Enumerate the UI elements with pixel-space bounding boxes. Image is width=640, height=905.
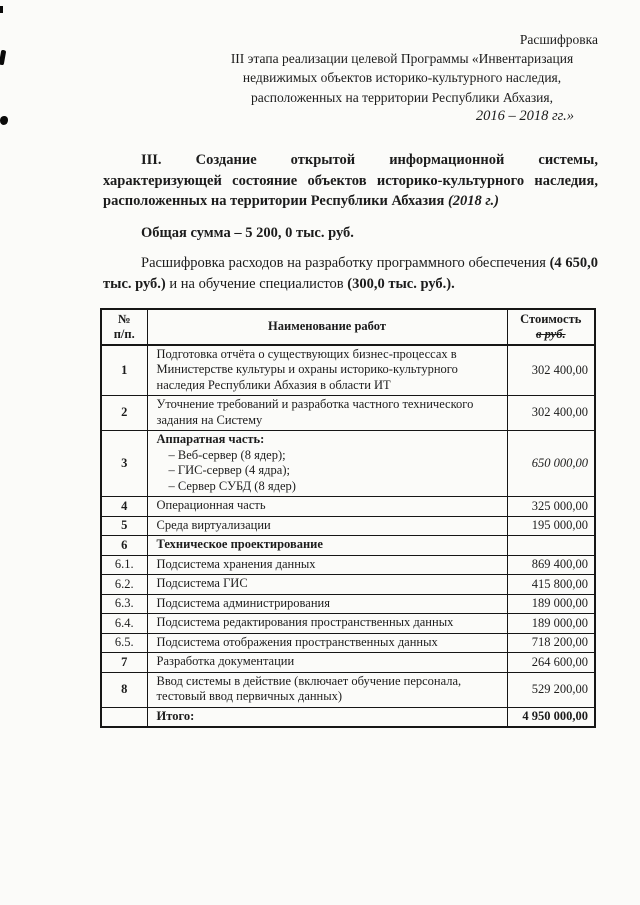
work-cost: 650 000,00 <box>507 431 595 497</box>
column-header-cost <box>507 309 595 345</box>
column-header-number <box>101 309 147 345</box>
column-header-cost-handwritten: в руб. <box>535 326 566 341</box>
work-description: Уточнение требований и разработка частного технического задания на Систему <box>147 396 507 431</box>
row-number: 2 <box>101 396 147 431</box>
work-description: Подготовка отчёта о существующих бизнес-процессах в Министерстве культуры и охраны историко-культурного наследия Республики Абхазия в области ИТ <box>147 345 507 396</box>
paragraph-segment: (4 650,0 тыс. руб.) <box>103 254 598 292</box>
scan-artifact <box>0 116 8 125</box>
work-description: Разработка документации <box>147 653 507 673</box>
table-row <box>101 633 595 653</box>
work-cost: 302 400,00 <box>507 345 595 396</box>
header-handwritten-years: 2016 – 2018 гг.» <box>475 107 574 124</box>
work-description: Операционная часть <box>147 497 507 517</box>
work-description-item: – ГИС-сервер (4 ядра); <box>168 463 290 478</box>
work-description-item: – Веб-сервер (8 ядер); <box>168 447 286 462</box>
section-heading-text: III. Создание открытой информационной системы, характеризующей состояние объектов историко-культурного наследия, расположенных на территории Республики Абхазия <box>103 152 598 210</box>
section-heading-year: (2018 г.) <box>447 193 500 210</box>
work-description: Ввод системы в действие (включает обучение персонала, тестовый ввод первичных данных) <box>147 672 507 707</box>
work-description-item: – Сервер СУБД (8 ядер) <box>168 478 296 493</box>
column-header-number-line1: № <box>117 311 131 326</box>
work-description: Подсистема администрирования <box>147 594 507 614</box>
table-row <box>101 672 595 707</box>
section-heading <box>103 150 598 212</box>
table-row <box>101 345 595 396</box>
work-cost: 264 600,00 <box>507 653 595 673</box>
column-header-name: Наименование работ <box>147 309 507 345</box>
header-line: расположенных на территории Республики Абхазия, <box>251 89 553 105</box>
table-row <box>101 497 595 517</box>
table-row <box>101 707 595 727</box>
row-number: 3 <box>101 431 147 497</box>
paragraph-segment: Расшифровка расходов на разработку программного обеспечения <box>141 254 550 271</box>
work-cost: 415 800,00 <box>507 575 595 595</box>
row-number: 1 <box>101 345 147 396</box>
work-cost <box>507 536 595 556</box>
row-number: 6.3. <box>101 594 147 614</box>
row-number: 6 <box>101 536 147 556</box>
header-line: недвижимых объектов историко-культурного наследия, <box>242 70 562 86</box>
work-description: Итого: <box>147 707 507 727</box>
work-cost: 718 200,00 <box>507 633 595 653</box>
work-description: Подсистема ГИС <box>147 575 507 595</box>
table-row <box>101 396 595 431</box>
work-description: Среда виртуализации <box>147 516 507 536</box>
table-row <box>101 516 595 536</box>
table-row <box>101 555 595 575</box>
column-header-number-line2: п/п. <box>113 326 135 341</box>
work-description-title: Аппаратная часть: <box>156 432 265 447</box>
row-number: 6.5. <box>101 633 147 653</box>
row-number: 6.4. <box>101 614 147 634</box>
paragraph-segment: и на обучение специалистов <box>165 275 348 292</box>
work-cost: 302 400,00 <box>507 396 595 431</box>
table-row <box>101 536 595 556</box>
work-cost: 529 200,00 <box>507 672 595 707</box>
cost-table <box>100 308 596 729</box>
row-number: 5 <box>101 516 147 536</box>
work-cost: 189 000,00 <box>507 614 595 634</box>
total-sum-line: Общая сумма – 5 200, 0 тыс. руб. <box>141 224 354 241</box>
row-number: 6.1. <box>101 555 147 575</box>
row-number: 8 <box>101 672 147 707</box>
work-description: Подсистема хранения данных <box>147 555 507 575</box>
work-description: Техническое проектирование <box>147 536 507 556</box>
work-cost: 869 400,00 <box>507 555 595 575</box>
scan-artifact <box>0 6 3 13</box>
work-description: Подсистема редактирования пространственных данных <box>147 614 507 634</box>
work-description <box>147 431 507 497</box>
work-cost: 4 950 000,00 <box>507 707 595 727</box>
row-number <box>101 707 147 727</box>
work-cost: 325 000,00 <box>507 497 595 517</box>
table-row <box>101 614 595 634</box>
table-row <box>101 594 595 614</box>
intro-paragraph <box>103 253 598 295</box>
work-cost: 195 000,00 <box>507 516 595 536</box>
table-row <box>101 431 595 497</box>
scan-artifact <box>0 50 6 66</box>
header-line: Расшифровка <box>519 32 598 47</box>
document-header <box>206 30 598 126</box>
work-description: Подсистема отображения пространственных данных <box>147 633 507 653</box>
table-row <box>101 575 595 595</box>
header-line: III этапа реализации целевой Программы «Инвентаризация <box>230 51 574 67</box>
row-number: 4 <box>101 497 147 517</box>
work-cost: 189 000,00 <box>507 594 595 614</box>
column-header-cost-line1: Стоимость <box>520 311 582 326</box>
row-number: 6.2. <box>101 575 147 595</box>
paragraph-segment: (300,0 тыс. руб.). <box>347 275 455 292</box>
table-header-row <box>101 309 595 345</box>
row-number: 7 <box>101 653 147 673</box>
table-row <box>101 653 595 673</box>
